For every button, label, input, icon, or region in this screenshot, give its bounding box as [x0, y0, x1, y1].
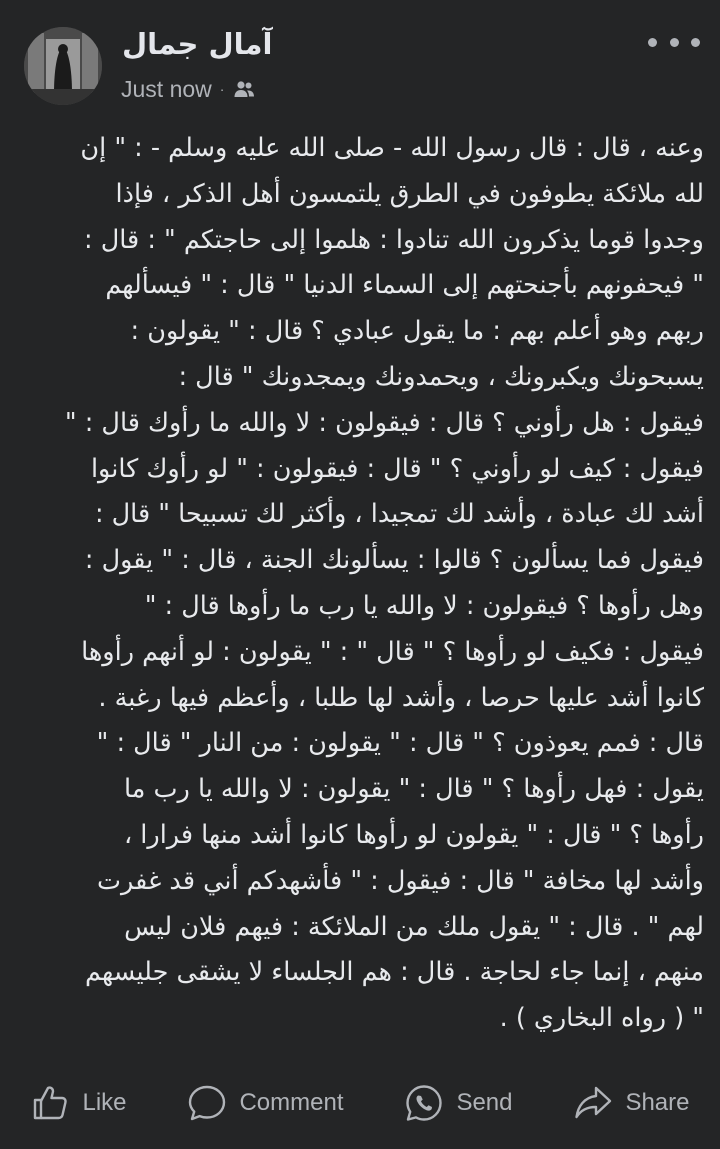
post-header	[0, 0, 720, 120]
avatar-image	[24, 27, 102, 105]
thumbs-up-icon	[30, 1083, 70, 1123]
post-line: رأوها ؟ " قال : " يقولون لو رأوها كانوا أشد منها فرارا ،	[123, 819, 704, 850]
post-line: فيقول فما يسألون ؟ قالوا : يسألونك الجنة ، قال : " يقول :	[84, 545, 704, 576]
post-line: فيقول : كيف لو رأوني ؟ " قال : فيقولون : " لو رأوك كانوا	[90, 453, 704, 484]
post-line: كانوا أشد عليها حرصا ، وأشد لها طلبا ، وأعظم فيها رغبة .	[98, 682, 704, 713]
post-line: لهم " . قال : " يقول ملك من الملائكة : فيهم فلان ليس	[124, 911, 704, 942]
post-line: ربهم وهو أعلم بهم : ما يقول عبادي ؟ قال : " يقولون :	[130, 316, 704, 347]
post-meta	[121, 72, 256, 106]
author-name[interactable]: آمال جمال	[122, 27, 273, 61]
more-dot-icon	[670, 38, 679, 47]
like-label: Like	[82, 1089, 127, 1116]
post-line: أشد لك عبادة ، وأشد لك تمجيدا ، وأكثر لك تسبيحا " قال :	[94, 499, 704, 530]
send-label: Send	[456, 1089, 513, 1116]
comment-button[interactable]	[187, 1083, 343, 1123]
share-icon	[573, 1083, 613, 1123]
post-line: يسبحونك ويكبرونك ، ويحمدونك ويمجدونك " قال :	[178, 361, 704, 392]
post-line: وهل رأوها ؟ فيقولون : لا والله يا رب ما رأوها قال : "	[144, 590, 704, 621]
meta-separator: ·	[219, 81, 225, 97]
comment-label: Comment	[239, 1089, 344, 1116]
post-timestamp[interactable]: Just now	[121, 75, 212, 102]
share-label: Share	[625, 1089, 690, 1116]
more-dot-icon	[648, 38, 657, 47]
post-line: لله ملائكة يطوفون في الطرق يلتمسون أهل الذكر ، فإذا	[115, 178, 704, 209]
post-line: يقول : فهل رأوها ؟ " قال : " يقولون : لا والله يا رب ما	[123, 774, 704, 805]
post-line: وجدوا قوما يذكرون الله تنادوا : هلموا إلى حاجتكم " : قال :	[84, 224, 704, 255]
post-line: منهم ، إنما جاء لحاجة . قال : هم الجلساء لا يشقى جليسهم	[84, 957, 704, 988]
avatar[interactable]	[24, 27, 102, 105]
post-line: وعنه ، قال : قال رسول الله - صلى الله عليه وسلم - : " إن	[80, 133, 704, 163]
whatsapp-icon	[404, 1083, 444, 1123]
post-line: فيقول : فكيف لو رأوها ؟ " قال " : " يقولون : لو أنهم رأوها	[81, 636, 704, 667]
comment-icon	[187, 1083, 227, 1123]
post-line: " ( رواه البخاري ) .	[499, 1003, 704, 1034]
like-button[interactable]	[30, 1083, 126, 1123]
more-options-button[interactable]	[648, 30, 700, 54]
share-button[interactable]	[573, 1083, 689, 1123]
more-dot-icon	[691, 38, 700, 47]
post-action-bar	[0, 1072, 720, 1134]
post-line: " فيحفونهم بأجنحتهم إلى السماء الدنيا " قال : " فيسألهم	[105, 270, 704, 301]
post-line: فيقول : هل رأوني ؟ قال : فيقولون : لا والله ما رأوك قال : "	[64, 407, 704, 438]
post-line: قال : فمم يعوذون ؟ " قال : " يقولون : من النار " قال : "	[96, 728, 704, 759]
send-button[interactable]	[404, 1083, 512, 1123]
friends-icon[interactable]	[232, 77, 256, 101]
post-line: وأشد لها مخافة " قال : فيقول : " فأشهدكم أني قد غفرت	[97, 865, 704, 896]
post-text	[28, 126, 704, 1042]
